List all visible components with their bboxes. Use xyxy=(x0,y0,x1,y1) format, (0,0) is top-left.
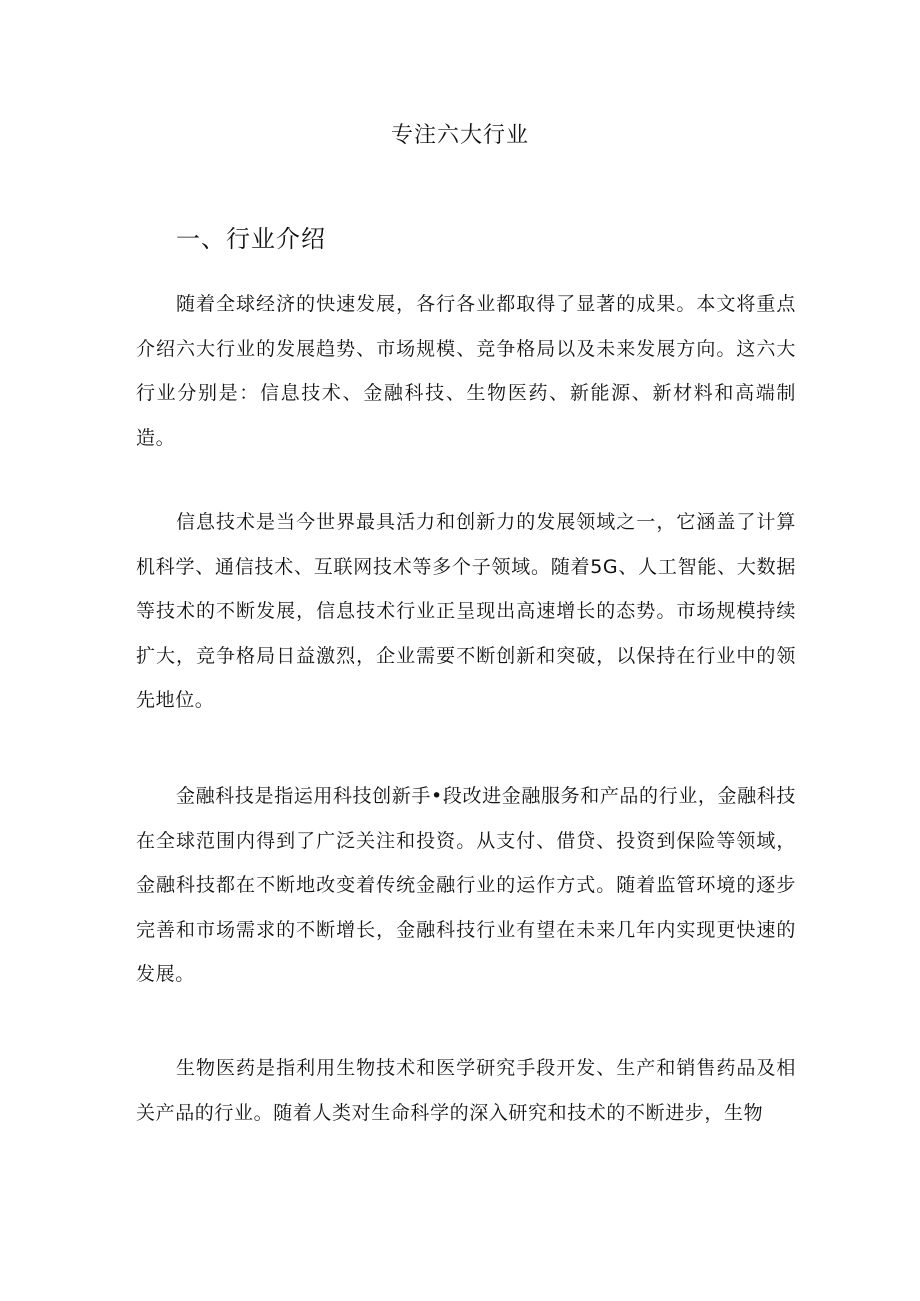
paragraph-intro: 随着全球经济的快速发展，各行各业都取得了显著的成果。本文将重点介绍六大行业的发展趋势、市场规模、竞争格局以及未来发展方向。这六大行业分别是：信息技术、金融科技、生物医药、新能源、新材料和高端制造。 xyxy=(136,293,796,449)
paragraph-biomedicine: 生物医药是指利用生物技术和医学研究手段开发、生产和销售药品及相关产品的行业。随着人类对生命科学的深入研究和技术的不断进步，生物 xyxy=(136,1057,796,1124)
section-heading: 一、行业介绍 xyxy=(176,225,326,253)
paragraph-information-technology: 信息技术是当今世界最具活力和创新力的发展领域之一，它涵盖了计算机科学、通信技术、互联网技术等多个子领域。随着5G、人工智能、大数据等技术的不断发展，信息技术行业正呈现出高速增长的态势。市场规模持续扩大，竞争格局日益激烈，企业需要不断创新和突破，以保持在行业中的领先地位。 xyxy=(136,511,796,711)
document-title: 专注六大行业 xyxy=(390,123,529,148)
paragraph-fintech: 金融科技是指运用科技创新手•段改进金融服务和产品的行业，金融科技在全球范围内得到了广泛关注和投资。从支付、借贷、投资到保险等领域，金融科技都在不断地改变着传统金融行业的运作方式。随着监管环境的逐步完善和市场需求的不断增长，金融科技行业有望在未来几年内实现更快速的发展。 xyxy=(136,785,796,985)
